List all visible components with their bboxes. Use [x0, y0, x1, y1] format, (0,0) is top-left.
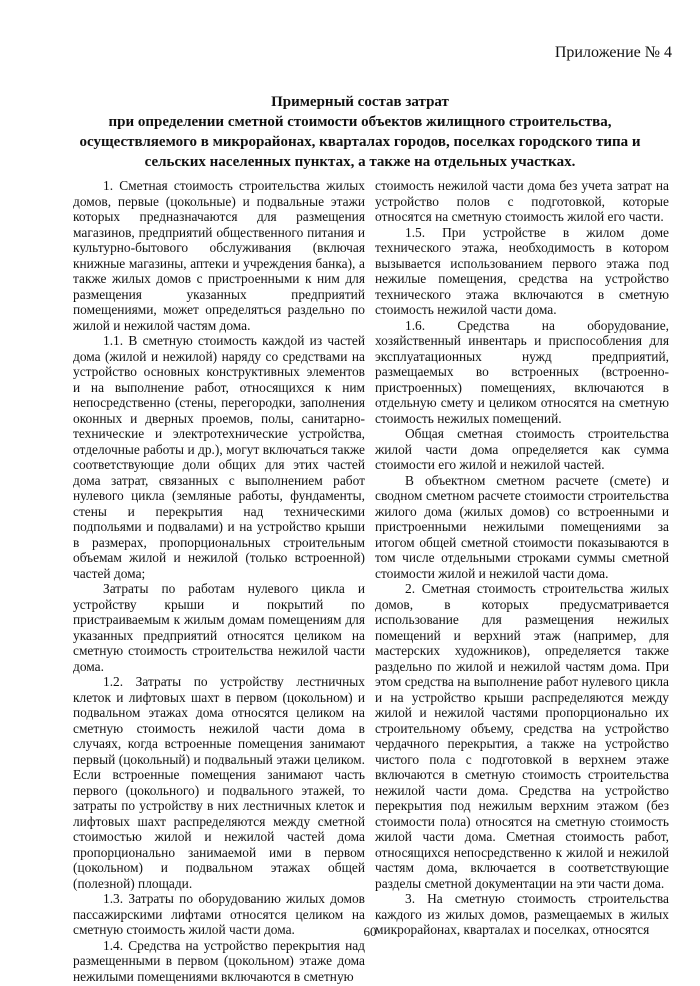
page-number: 60	[363, 924, 377, 939]
left-column	[73, 178, 365, 984]
right-column	[375, 178, 669, 938]
paragraph-1: 1. Сметная стоимость строительства жилых домов, первые (цокольные) и подвальные этажи которых предназначаются для размещения магазинов, предприятий общественного питания и культурно-бытового обслуживания (включая книжные магазины, аптеки и учреждения банка), а также жилых домов с пристроенными к ним для размещения указанных предприятий помещениями, может определяться раздельно по жилой и нежилой частям дома.	[73, 178, 365, 333]
paragraph-1-5: 1.5. При устройстве в жилом доме технического этажа, необходимость в котором вызывается использованием первого этажа под нежилые помещения, средства на устройство технического этажа включаются в сметную стоимость нежилой части дома.	[375, 224, 669, 317]
title-line-1: Примерный состав затрат	[271, 94, 449, 110]
paragraph-1-3: 1.3. Затраты по оборудованию жилых домов пассажирскими лифтами относятся целиком на сметную стоимость жилой части дома.	[73, 891, 365, 937]
title-line-2: при определении сметной стоимости объектов жилищного строительства, осуществляемого в микрорайонах, кварталах городов, поселках городского типа и сельских населенных пунктах, а также на отдельных участках.	[79, 114, 641, 170]
paragraph-1-6: 1.6. Средства на оборудование, хозяйственный инвентарь и приспособления для эксплуатационных нужд предприятий, размещаемых во встроенных (встроенно-пристроенных) помещениях, включаются в отдельную смету и целиком относятся на сметную стоимость нежилых помещений.	[375, 317, 669, 426]
paragraph-3: 3. На сметную стоимость строительства каждого из жилых домов, размещаемых в жилых микрорайонах, кварталах и поселках, относятся	[375, 891, 669, 937]
paragraph-total-cost: Общая сметная стоимость строительства жилой части дома определяется как сумма стоимости его жилой и нежилой частей.	[375, 426, 669, 472]
paragraph-object-estimate: В объектном сметном расчете (смете) и сводном сметном расчете стоимости строительства жилого дома (жилых домов) со встроенными и пристроенными нежилыми помещениями за итогом общей сметной стоимости показываются в том числе отдельными строками суммы сметной стоимости жилой и нежилой части дома.	[375, 472, 669, 581]
paragraph-zero-cycle-costs: Затраты по работам нулевого цикла и устройству крыши и покрытий по пристраиваемым к жилым домам помещениям для указанных предприятий относятся целиком на сметную стоимость строительства нежилой части дома.	[73, 581, 365, 674]
paragraph-1-1: 1.1. В сметную стоимость каждой из частей дома (жилой и нежилой) наряду со средствами на устройство основных конструктивных элементов и на выполнение работ, относящихся к ним непосредственно (стены, перегородки, заполнения оконных и дверных проемов, полы, санитарно-технические и электротехнические устройства, отделочные работы и др.), могут включаться также соответствующие доли общих для этих частей дома затрат, связанных с выполнением работ нулевого цикла (земляные работы, фундаменты, стены и перекрытия над техническими подпольями и подвалами) и на устройство крыши в размерах, пропорциональных строительным объемам жилой и нежилой (только встроенной) частей дома;	[73, 333, 365, 581]
paragraph-1-4: 1.4. Средства на устройство перекрытия над размещенными в первом (цокольном) этаже дома нежилыми помещениями включаются в сметную	[73, 937, 365, 984]
paragraph-2: 2. Сметная стоимость строительства жилых домов, в которых предусматривается использование для размещения нежилых помещений и верхний этаж (например, для мастерских художников), определяется также раздельно по жилой и нежилой частям дома. При этом средства на выполнение работ нулевого цикла и на устройство крыши распределяются между жилой и нежилой частями пропорционально их строительному объему, средства на устройство чердачного перекрытия, а также на устройство чистого пола с подготовкой в верхнем этаже включаются в сметную стоимость строительства нежилой части дома. Средства на устройство перекрытия под нежилым верхним этажом (без стоимости пола) относятся на сметную стоимость жилой части дома. Сметная стоимость работ, относящихся непосредственно к жилой и нежилой частям дома, включается в соответствующие разделы сметной документации на эти части дома.	[375, 581, 669, 891]
appendix-label: Приложение № 4	[554, 44, 672, 61]
paragraph-1-4-continued: стоимость нежилой части дома без учета затрат на устройство полов с подготовкой, которые относятся на сметную стоимость жилой его части.	[375, 178, 669, 224]
paragraph-1-2: 1.2. Затраты по устройству лестничных клеток и лифтовых шахт в первом (цокольном) и подвальном этажах дома относятся целиком на сметную стоимость нежилой части дома в случаях, когда встроенные помещения занимают первый (цокольный) и подвальный этажи целиком. Если встроенные помещения занимают часть первого (цокольного) и подвального этажей, то затраты по устройству в них лестничных клеток и лифтовых шахт распределяются между сметной стоимостью жилой и нежилой частей дома пропорционально занимаемой ими в первом (цокольном) и подвальном этажах общей (полезной) площади.	[73, 674, 365, 891]
document-title	[60, 92, 660, 172]
